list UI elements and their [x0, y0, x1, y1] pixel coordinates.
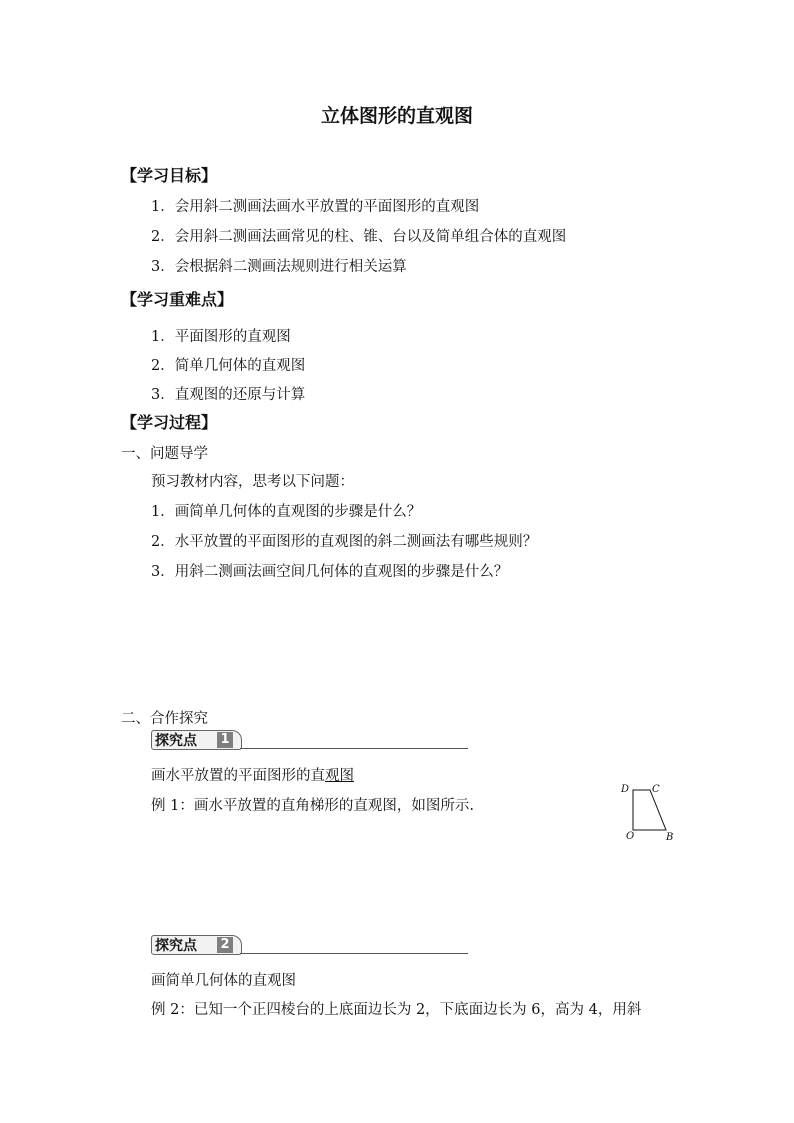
- goal-item: 3．会根据斜二测画法规则进行相关运算: [151, 259, 407, 275]
- explore-topic: [151, 764, 354, 785]
- explore-topic-text: 画水平放置的平面图形的直: [151, 768, 325, 784]
- explore-point-label: 探究点: [155, 938, 197, 954]
- label-b: B: [666, 832, 674, 843]
- explore-topic: 画简单几何体的直观图: [151, 973, 296, 989]
- question-item: 3．用斜二测画法画空间几何体的直观图的步骤是什么？: [151, 564, 509, 580]
- explore-point-number: 2: [217, 937, 233, 953]
- explore-point-number: 1: [217, 732, 233, 748]
- question-item: 1．画简单几何体的直观图的步骤是什么？: [151, 504, 422, 520]
- key-points-heading: 【学习重难点】: [121, 290, 234, 309]
- goal-item: 2．会用斜二测画法画常见的柱、锥、台以及简单组合体的直观图: [151, 229, 567, 245]
- process-heading: 【学习过程】: [121, 413, 218, 432]
- explore-topic-underlined: 观图: [325, 768, 354, 784]
- section-rule: [240, 748, 468, 749]
- example-1: 例 1：画水平放置的直角梯形的直观图，如图所示.: [151, 798, 474, 814]
- section-rule: [240, 953, 468, 954]
- question-item: 2．水平放置的平面图形的直观图的斜二测画法有哪些规则？: [151, 534, 538, 550]
- label-d: D: [621, 784, 630, 795]
- goals-heading: 【学习目标】: [121, 166, 218, 185]
- page-title: 立体图形的直观图: [320, 105, 473, 127]
- key-point-item: 1．平面图形的直观图: [151, 329, 291, 345]
- trapezoid-figure: [616, 778, 686, 844]
- key-point-item: 3．直观图的还原与计算: [151, 387, 306, 403]
- explore-point-label: 探究点: [155, 733, 197, 749]
- label-o: O: [626, 831, 635, 842]
- trapezoid-shape: [633, 790, 666, 830]
- example-2: 例 2：已知一个正四棱台的上底面边长为 2，下底面边长为 6，高为 4，用斜: [151, 1002, 642, 1018]
- part1-heading: 一、问题导学: [121, 446, 208, 462]
- part2-heading: 二、合作探究: [121, 711, 208, 727]
- key-point-item: 2．简单几何体的直观图: [151, 358, 306, 374]
- part1-intro: 预习教材内容，思考以下问题：: [151, 474, 354, 490]
- goal-item: 1．会用斜二测画法画水平放置的平面图形的直观图: [151, 199, 480, 215]
- label-c: C: [652, 784, 660, 795]
